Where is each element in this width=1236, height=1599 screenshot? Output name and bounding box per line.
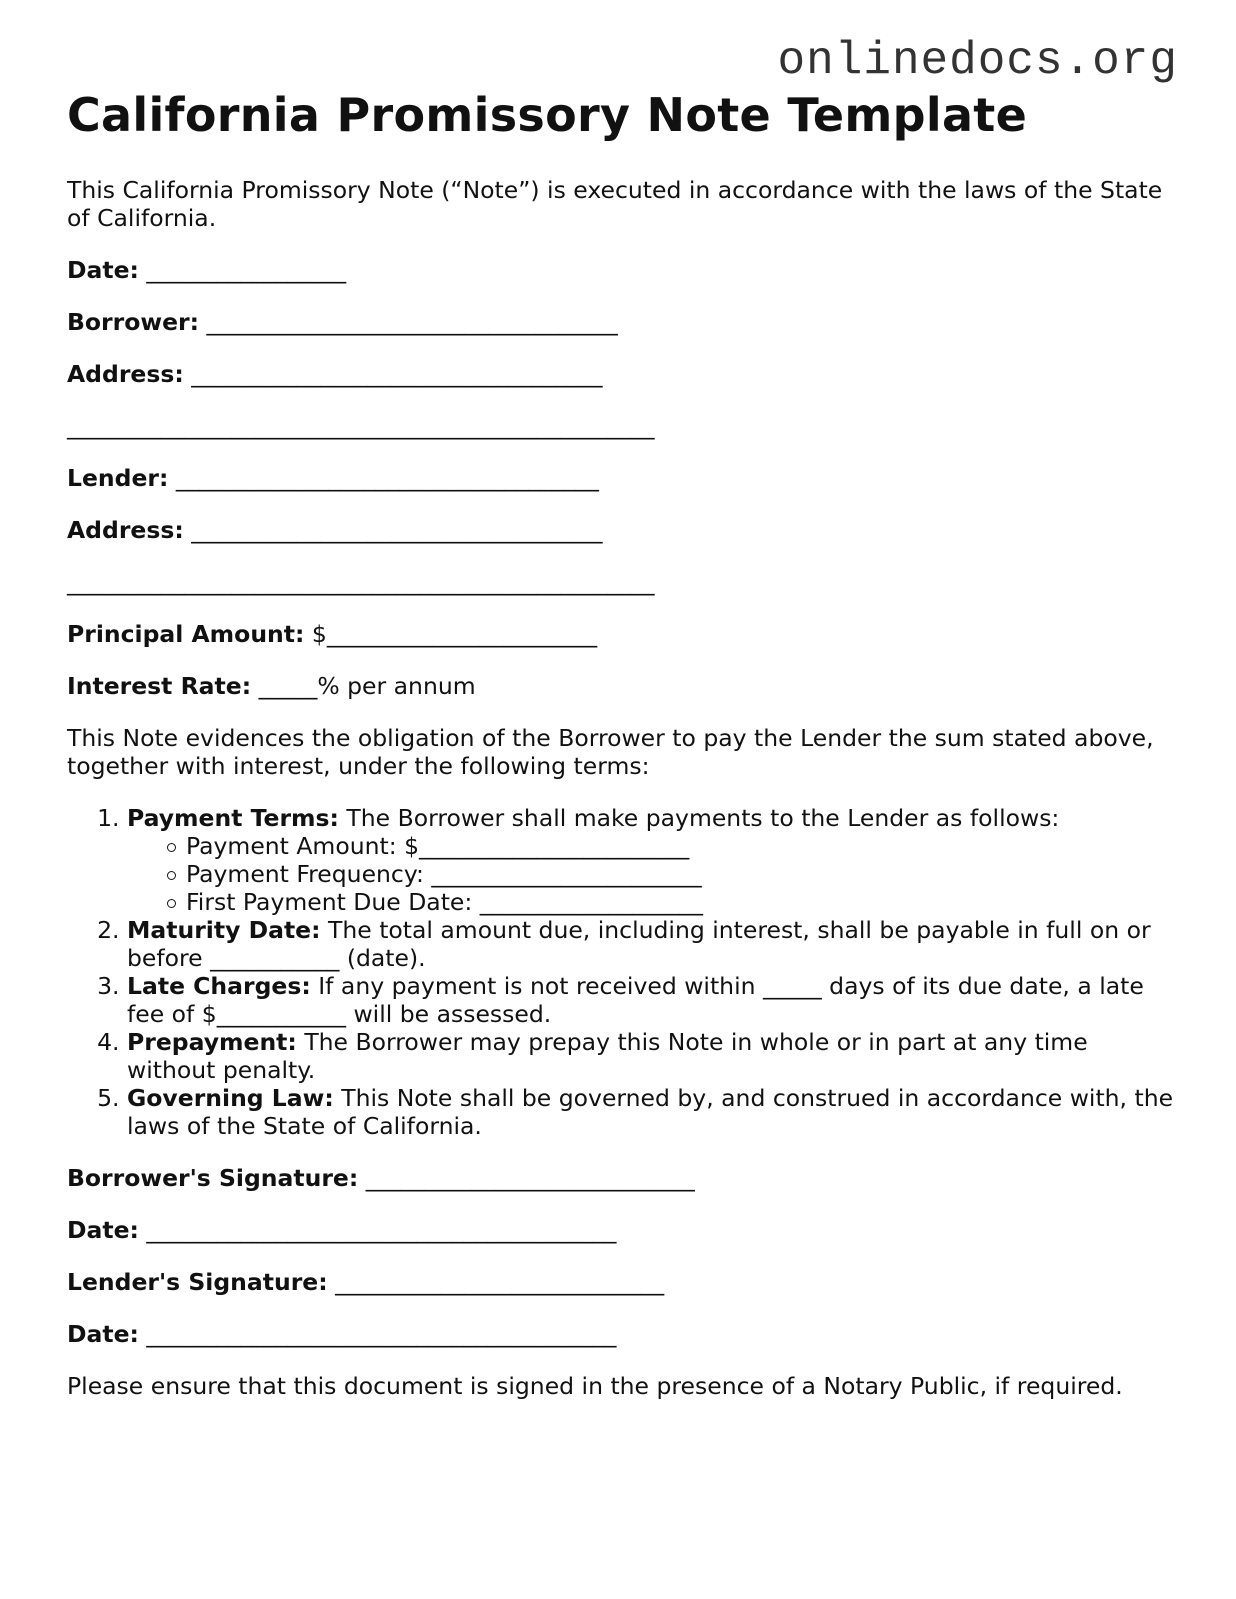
borrower-address-label: Address: — [67, 360, 184, 388]
date-blank[interactable]: _________________ — [146, 256, 347, 284]
borrower-signature-field — [67, 1164, 1177, 1192]
interest-field — [67, 672, 1177, 700]
borrower-address-blank[interactable]: ___________________________________ — [191, 360, 603, 388]
term-text: The Borrower shall make payments to the Lender as follows: — [346, 804, 1060, 832]
term-text: The total amount due, including interest, shall be payable in full on or before ___________ (date). — [127, 916, 1151, 972]
payment-frequency-item[interactable]: Payment Frequency: _______________________ — [167, 860, 1177, 888]
lender-signature-blank[interactable]: ____________________________ — [335, 1268, 665, 1296]
obligation-paragraph: This Note evidences the obligation of the Borrower to pay the Lender the sum stated above, together with interest, under the following terms: — [67, 724, 1154, 780]
payment-subitems — [127, 832, 1177, 916]
document-body — [67, 88, 1177, 1400]
borrower-date-field — [67, 1216, 1177, 1244]
borrower-field — [67, 308, 1177, 336]
interest-label: Interest Rate: — [67, 672, 252, 700]
borrower-address-field — [67, 360, 1177, 388]
payment-amount-item[interactable]: Payment Amount: $_______________________ — [167, 832, 1177, 860]
closing-note: Please ensure that this document is signed in the presence of a Notary Public, if required. — [67, 1372, 1123, 1400]
interest-blank[interactable]: _____% per annum — [258, 672, 476, 700]
date-label: Date: — [67, 256, 139, 284]
borrower-signature-label: Borrower's Signature: — [67, 1164, 359, 1192]
term-item — [127, 1084, 1177, 1140]
borrower-label: Borrower: — [67, 308, 200, 336]
page-title: California Promissory Note Template — [67, 88, 1028, 142]
lender-address-label: Address: — [67, 516, 184, 544]
principal-label: Principal Amount: — [67, 620, 305, 648]
term-item — [127, 916, 1177, 972]
lender-address-blank[interactable]: ___________________________________ — [191, 516, 603, 544]
term-text: If any payment is not received within _____ days of its due date, a late fee of $___________ will be assessed. — [127, 972, 1144, 1028]
term-text: This Note shall be governed by, and construed in accordance with, the laws of the State of California. — [127, 1084, 1174, 1140]
term-item — [127, 1028, 1177, 1084]
term-text: The Borrower may prepay this Note in whole or in part at any time without penalty. — [127, 1028, 1088, 1084]
date-field — [67, 256, 1177, 284]
lender-label: Lender: — [67, 464, 169, 492]
term-item — [127, 972, 1177, 1028]
term-title: Late Charges: — [127, 972, 311, 1000]
lender-date-label: Date: — [67, 1320, 139, 1348]
term-title: Prepayment: — [127, 1028, 297, 1056]
term-title: Payment Terms: — [127, 804, 339, 832]
intro-paragraph: This California Promissory Note (“Note”) is executed in accordance with the laws of the State of California. — [67, 176, 1163, 232]
borrower-date-blank[interactable]: ________________________________________ — [146, 1216, 617, 1244]
principal-blank[interactable]: $_______________________ — [311, 620, 598, 648]
principal-field — [67, 620, 1177, 648]
lender-signature-label: Lender's Signature: — [67, 1268, 328, 1296]
lender-address-field — [67, 516, 1177, 544]
lender-date-blank[interactable]: ________________________________________ — [146, 1320, 617, 1348]
borrower-signature-blank[interactable]: ____________________________ — [365, 1164, 695, 1192]
lender-blank[interactable]: ____________________________________ — [175, 464, 599, 492]
term-item — [127, 804, 1177, 916]
lender-signature-field — [67, 1268, 1177, 1296]
lender-field — [67, 464, 1177, 492]
borrower-blank[interactable]: ___________________________________ — [206, 308, 618, 336]
term-title: Maturity Date: — [127, 916, 321, 944]
borrower-date-label: Date: — [67, 1216, 139, 1244]
watermark: onlinedocs.org — [777, 35, 1178, 87]
terms-list — [67, 804, 1177, 1140]
term-title: Governing Law: — [127, 1084, 334, 1112]
lender-address-line2[interactable]: __________________________________________________ — [67, 568, 655, 596]
lender-date-field — [67, 1320, 1177, 1348]
first-payment-due-item[interactable]: First Payment Due Date: ___________________ — [167, 888, 1177, 916]
borrower-address-line2[interactable]: __________________________________________________ — [67, 412, 655, 440]
